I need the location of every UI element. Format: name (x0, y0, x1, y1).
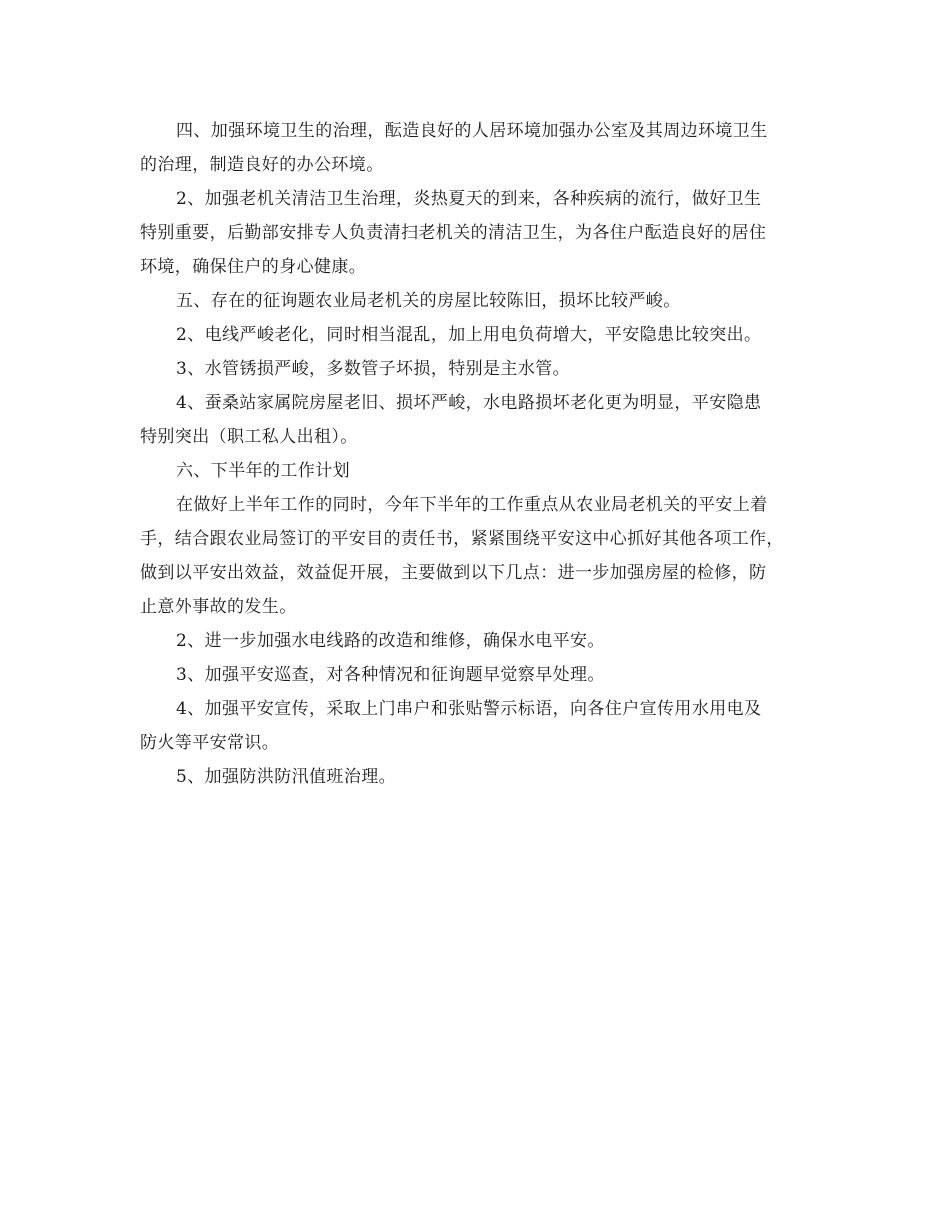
paragraph-line: 4、加强平安宣传，采取上门串户和张贴警示标语，向各住户宣传用水用电及 (176, 699, 762, 719)
paragraph-item-6-4 (140, 692, 820, 760)
paragraph-line: 特别重要，后勤部安排专人负责清扫老机关的清洁卫生，为各住户酝造良好的居住 (140, 223, 767, 243)
paragraph-section-6 (140, 454, 820, 488)
paragraph-item-4-2 (140, 182, 820, 284)
paragraph-line: 手，结合跟农业局签订的平安目的责任书，紧紧围绕平安这中心抓好其他各项工作， (140, 529, 784, 549)
paragraph-plan-intro (140, 488, 820, 624)
paragraph-section-5 (140, 284, 820, 318)
paragraph-item-6-3 (140, 658, 820, 692)
document-body (140, 114, 820, 794)
paragraph-line: 5、加强防洪防汛值班治理。 (176, 767, 397, 787)
paragraph-line: 特别突出（职工私人出租）。 (140, 427, 358, 447)
paragraph-line: 止意外事故的发生。 (140, 597, 297, 617)
paragraph-line: 五、存在的征询题农业局老机关的房屋比较陈旧，损坏比较严峻。 (176, 291, 681, 311)
paragraph-line: 2、电线严峻老化，同时相当混乱，加上用电负荷增大，平安隐患比较突出。 (176, 325, 762, 345)
paragraph-item-5-3 (140, 352, 820, 386)
paragraph-line: 2、加强老机关清洁卫生治理，炎热夏天的到来，各种疾病的流行，做好卫生 (176, 189, 762, 209)
paragraph-line: 在做好上半年工作的同时，今年下半年的工作重点从农业局老机关的平安上着 (176, 495, 768, 515)
paragraph-item-6-5 (140, 760, 820, 794)
paragraph-line: 的治理，制造良好的办公环境。 (140, 155, 384, 175)
paragraph-line: 做到以平安出效益，效益促开展，主要做到以下几点：进一步加强房屋的检修，防 (140, 563, 767, 583)
paragraph-section-4 (140, 114, 820, 182)
paragraph-item-5-4 (140, 386, 820, 454)
paragraph-line: 环境，确保住户的身心健康。 (140, 257, 367, 277)
paragraph-line: 3、加强平安巡查，对各种情况和征询题早觉察早处理。 (176, 665, 605, 685)
paragraph-line: 四、加强环境卫生的治理，酝造良好的人居环境加强办公室及其周边环境卫生 (176, 121, 768, 141)
paragraph-line: 4、蚕桑站家属院房屋老旧、损坏严峻，水电路损坏老化更为明显，平安隐患 (176, 393, 762, 413)
paragraph-item-6-2 (140, 624, 820, 658)
paragraph-line: 2、进一步加强水电线路的改造和维修，确保水电平安。 (176, 631, 605, 651)
paragraph-line: 六、下半年的工作计划 (176, 461, 350, 481)
paragraph-item-5-2 (140, 318, 820, 352)
paragraph-line: 防火等平安常识。 (140, 733, 280, 753)
paragraph-line: 3、水管锈损严峻，多数管子坏损，特别是主水管。 (176, 359, 571, 379)
